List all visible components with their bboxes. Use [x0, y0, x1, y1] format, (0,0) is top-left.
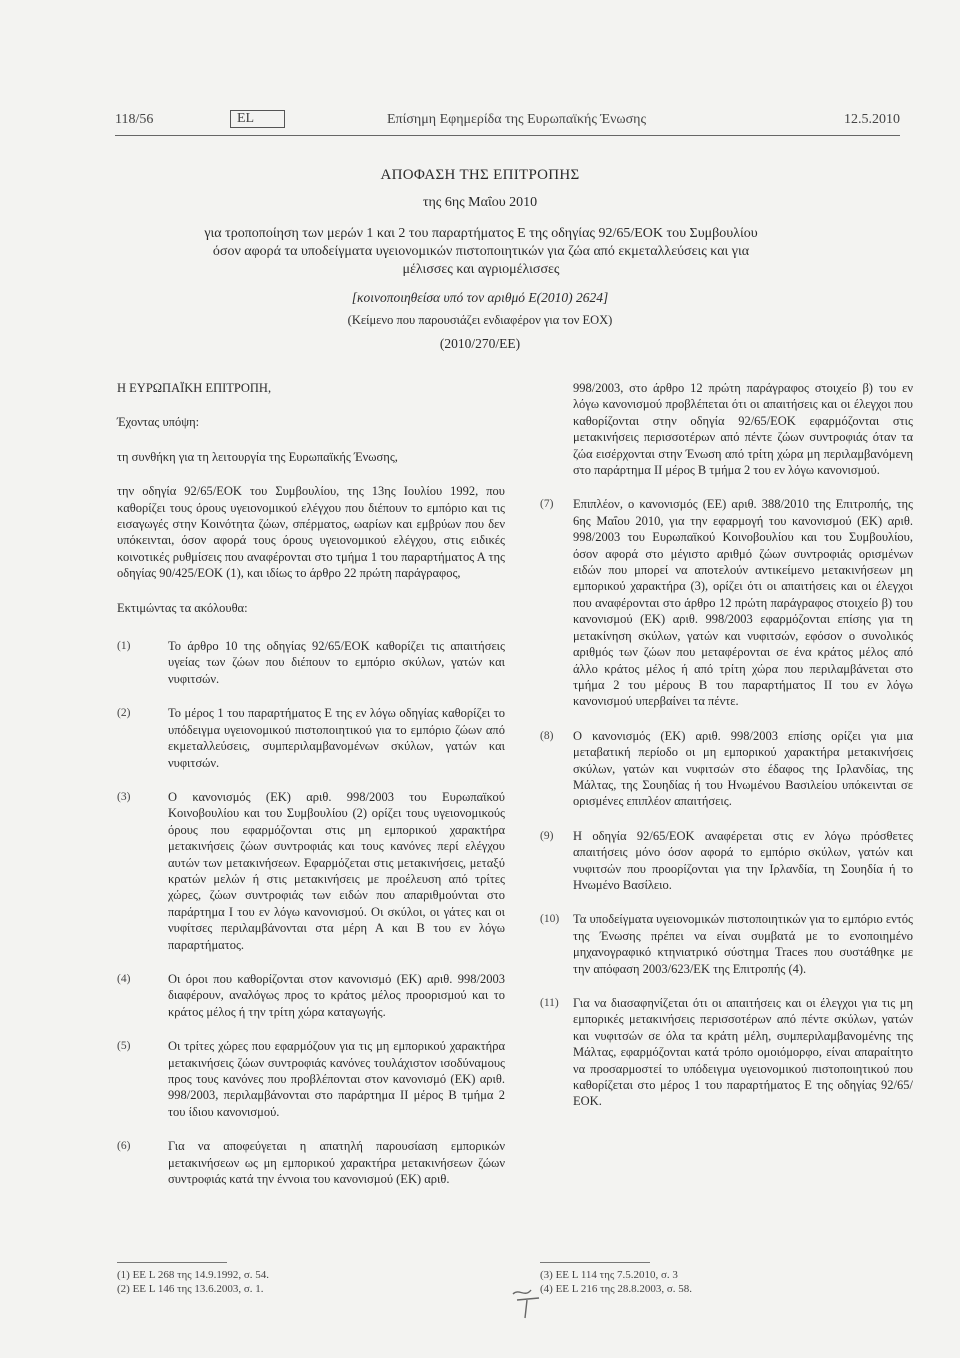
notification-number: [κοινοποιηθείσα υπό τον αριθμό Ε(2010) 2624] [351, 290, 609, 305]
recital-text: Τα υποδείγματα υγειονομικών πιστοποιητικών για το εμπόριο εντός της Ένωσης πρέπει να είναι συμβατά με το ενοποιημένο μηχανογραφικό κτηνιατρικό σύστημα Traces που συστάθηκε με την απόφαση 2003/623/ΕΚ της Επιτροπής (4). [573, 912, 913, 976]
recital [540, 911, 913, 977]
right-column [540, 380, 913, 1128]
footnote: (1) ΕΕ L 268 της 14.9.1992, σ. 54. [117, 1269, 270, 1281]
recital [540, 995, 913, 1110]
recital [540, 496, 913, 709]
recital [117, 1038, 505, 1120]
recital-text: Ο κανονισμός (ΕΚ) αριθ. 998/2003 επίσης ορίζει για μια μεταβατική περίοδο οι μη εμπορικού χαρακτήρα μετακινήσεις σκύλων, γατών και νυφιτσών στο έδαφος της Ιρλανδίας, της Μάλτας, της Σουηδίας ή του Ηνωμένου Βασιλείου υπόκεινται σε ορισμένες επιπλέον απαιτήσεις. [573, 728, 913, 809]
recital-number-spacer [540, 380, 573, 478]
recital-number: (10) [540, 913, 560, 926]
footnote: (4) ΕΕ L 216 της 28.8.2003, σ. 58. [540, 1283, 693, 1295]
recital-number: (8) [540, 729, 554, 742]
recital-text: Ο κανονισμός (ΕΚ) αριθ. 998/2003 του Ευρωπαϊκού Κοινοβουλίου και του Συμβουλίου (2) ορίζει τους υγειονομικούς όρους που εφαρμόζονται στις μη εμπορικού χαρακτήρα μετακινήσεις ζώων συντροφιάς και τους κανόνες περί ελέγχου αυτών των μετακινήσεων. Εφαρμόζεται στις μετακινήσεις, μεταξύ κρατών μελών ή στις μετακινήσεις με προέλευση από τρίτες χώρες, ζώων συντροφιάς των ειδών που απαριθμούνται στο παράρτημα Ι του εν λόγω κανονισμού. Οι σκύλοι, οι γάτες και οι νυφίτσες περιλαμβάνονται στα μέρη Α και Β του εν λόγω παραρτήματος. [168, 789, 505, 952]
footnote: (2) ΕΕ L 146 της 13.6.2003, σ. 1. [117, 1283, 264, 1295]
recital [540, 828, 913, 894]
recital-number: (9) [540, 829, 554, 842]
recital-text: Για να αποφεύγεται η απατηλή παρουσίαση εμπορικών μετακινήσεων ως μη εμπορικού χαρακτήρα μετακινήσεων ζώων συντροφιάς κατά την έννοια του κανονισμού (ΕΚ) αριθ. [168, 1139, 505, 1187]
recital-number: (2) [117, 707, 131, 720]
recital-text: Η οδηγία 92/65/ΕΟΚ αναφέρεται στις εν λόγω πρόσθετες απαιτήσεις μόνο όσον αφορά το εμπόριο σκύλων, γατών και νυφιτσών που προορίζονται για την Ιρλανδία, τη Σουηδία ή το Ηνωμένο Βασίλειο. [573, 828, 913, 892]
recital-text: Οι όροι που καθορίζονται στον κανονισμό (ΕΚ) αριθ. 998/2003 διαφέρουν, αναλόγως προς το κράτος μέλος προορισμού και το κράτος μέλος ή την τρίτη χώρα καταγωγής. [168, 971, 505, 1019]
directive-citation: την οδηγία 92/65/ΕΟΚ του Συμβουλίου, της 13ης Ιουλίου 1992, που καθορίζει τους όρους υγειονομικού ελέγχου που διέπουν το εμπόριο και τις εισαγωγές στην Κοινότητα ζώων, σπέρματος, ωαρίων και εμβρύων που δεν υπόκεινται, όσον αφορά τους όρους υγειονομικού ελέγχου, στις ειδικές κοινοτικές ρυθμίσεις που αναφέρονται στο τμήμα 1 του παραρτήματος Α της οδηγίας 90/425/ΕΟΚ (1), και ιδίως το άρθρο 22 πρώτη παράγραφος, [117, 484, 505, 581]
recital-text: Επιπλέον, ο κανονισμός (ΕΕ) αριθ. 388/2010 της Επιτροπής, της 6ης Μαΐου 2010, για την εφαρμογή του κανονισμού (ΕΚ) αριθ. 998/2003 του Ευρωπαϊκού Κοινοβουλίου και του Συμβουλίου, όσον αφορά στο μέγιστο αριθμό ζώων συντροφιάς ορισμένων ειδών που μπορεί να αποτελούν αντικείμενο μετακινήσεων μη εμπορικού χαρακτήρα (3), ορίζει ότι οι απαιτήσεις και οι έλεγχοι που αναφέρονται στο άρθρο 12 πρώτη παράγραφος στοιχείο β) του κανονισμού (ΕΚ) αριθ. 998/2003 εφαρμόζονται επίσης για τη μετακίνηση σκύλων, γατών και νυφιτσών, εφόσον ο συνολικός αριθμός των ζώων που μεταφέρονται σε ένα κράτος μέλος από άλλο κράτος μέλος ή από τρίτη χώρα που περιλαμβάνεται στο τμήμα 2 του μέρους Β του παραρτήματος ΙΙ του εν λόγω κανονισμού υπερβαίνει τα πέντε. [573, 497, 913, 709]
page-number: 118/56 [115, 112, 154, 127]
footnote: (3) ΕΕ L 114 της 7.5.2010, σ. 3 [540, 1269, 678, 1281]
left-column [117, 380, 505, 1205]
recital-number: (1) [117, 640, 131, 653]
journal-title: Επίσημη Εφημερίδα της Ευρωπαϊκής Ένωσης [387, 112, 647, 127]
treaty-citation: τη συνθήκη για τη λειτουργία της Ευρωπαϊκής Ένωσης, [117, 449, 398, 464]
recital-text: Το άρθρο 10 της οδηγίας 92/65/ΕΟΚ καθορίζει τις απαιτήσεις υγείας των ζώων που διέπουν το εμπόριο σκύλων, γατών και νυφιτσών. [168, 639, 505, 686]
footnotes-left [117, 1268, 269, 1296]
language-box: EL [230, 110, 285, 128]
recital [117, 638, 505, 687]
page-header [115, 107, 900, 136]
having-regard: Έχοντας υπόψη: [117, 415, 200, 430]
recital-text: Για να διασαφηνίζεται ότι οι απαιτήσεις και οι έλεγχοι για τις μη εμπορικές μετακινήσεις περισσοτέρων από πέντε σκύλων, γατών και νυφιτσών σε όλα τα κράτη μέλη, συμπεριλαμβανομένης της Μάλτας, εφαρμόζονται κατά τρόπο ομοιόμορφο, είναι απαραίτητο να προσαρμοστεί το υπόδειγμα υγειονομικού πιστοποιητικού που καθορίζεται στο μέρος 1 του παραρτήματος Ε της οδηγίας 92/65/ΕΟΚ. [573, 996, 913, 1109]
decision-subject: για τροποποίηση των μερών 1 και 2 του παραρτήματος Ε της οδηγίας 92/65/ΕΟΚ του Συμβουλίου όσον αφορά τα υποδείγματα υγειονομικών πιστοποιητικών για ζώα από εκμεταλλεύσεις και για μέλισσες και αγριομέλισσες [204, 226, 758, 277]
commission-heading: Η ΕΥΡΩΠΑΪΚΗ ΕΠΙΤΡΟΠΗ, [117, 381, 272, 395]
recital [117, 971, 505, 1020]
recital-number: (4) [117, 972, 131, 985]
recital-text: Το μέρος 1 του παραρτήματος Ε της εν λόγω οδηγίας καθορίζει το υπόδειγμα υγειονομικού πιστοποιητικού για το εμπόριο ζώων από εκμεταλλεύσεις, συμπεριλαμβανομένων σκύλων, γατών και νυφιτσών. [168, 706, 505, 770]
footnote-divider [117, 1262, 227, 1263]
recital-continuation [540, 380, 913, 478]
decision-date: της 6ης Μαΐου 2010 [422, 195, 538, 210]
recital-number: (7) [540, 498, 554, 511]
footnote-divider [540, 1262, 650, 1263]
recital [540, 728, 913, 810]
recital [117, 705, 505, 771]
handwritten-mark-icon [507, 1284, 547, 1324]
footnotes-right [540, 1268, 692, 1296]
recital-text: Οι τρίτες χώρες που εφαρμόζουν για τις μη εμπορικού χαρακτήρα μετακινήσεις ζώων συντροφιάς κανόνες τουλάχιστον ισοδύναμους προς τους κανόνες που προβλέπονται στον κανονισμό (ΕΚ) αριθ. 998/2003, περιλαμβάνονται στο παράρτημα ΙΙ μέρος Β τμήμα 2 του ίδιου κανονισμού. [168, 1039, 505, 1119]
recital-number: (5) [117, 1040, 131, 1053]
recital [117, 789, 505, 953]
decision-title: ΑΠΟΦΑΣΗ ΤΗΣ ΕΠΙΤΡΟΠΗΣ [380, 167, 580, 183]
recital-number: (11) [540, 997, 559, 1009]
recital-text: 998/2003, στο άρθρο 12 πρώτη παράγραφος στοιχείο β) του εν λόγω κανονισμού προβλέπεται ότι οι απαιτήσεις και οι έλεγχοι που καθορίζονται στην οδηγία 92/65/ΕΟΚ εφαρμόζονται στις μετακινήσεις περισσοτέρων από πέντε ζώων συντροφιάς όταν τα ζώα εισέρχονται στην Ένωση από τρίτη χώρα μη περιλαμβανόμενη στο παράρτημα ΙΙ μέρος Β τμήμα 2 του εν λόγω κανονισμού. [573, 381, 913, 478]
document-number: (2010/270/ΕΕ) [439, 336, 521, 351]
recital-number: (3) [117, 790, 131, 803]
recital-number: (6) [117, 1140, 131, 1153]
publication-date: 12.5.2010 [844, 112, 900, 127]
whereas-heading: Εκτιμώντας τα ακόλουθα: [117, 600, 248, 615]
eea-relevance: (Κείμενο που παρουσιάζει ενδιαφέρον για τον ΕΟΧ) [347, 313, 613, 327]
recital [117, 1138, 505, 1187]
